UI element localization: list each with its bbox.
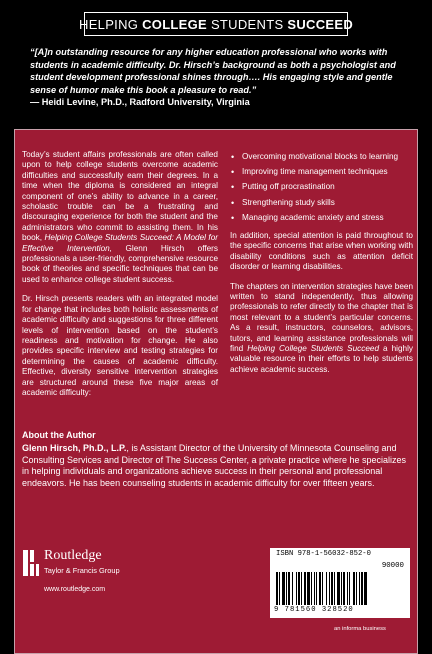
- barcode-bar: [347, 572, 348, 605]
- informa-tagline: an informa business: [334, 626, 386, 632]
- barcode-bar: [334, 572, 335, 605]
- barcode-bar: [361, 572, 363, 605]
- barcode-bar: [301, 572, 302, 605]
- description-paragraph-3: In addition, special attention is paid throughout to the specific concerns that arise when working with disability conditions such as attention deficit disorder or learning disabilities.: [230, 231, 413, 272]
- list-item: [230, 198, 413, 208]
- list-item: [230, 182, 413, 192]
- series-banner: [79, 12, 354, 36]
- barcode-bar: [356, 572, 357, 605]
- barcode-bar: [292, 572, 293, 605]
- endorsement-quote: “[A]n outstanding resource for any higher education professional who works with students in academic difficulty. Dr. Hirsch’s background as both a psychologist and student development professional shines through…. His engaging style and gentle sense of humor make this book a pleasure to read.”: [30, 47, 396, 95]
- description-paragraph-1: [22, 150, 218, 285]
- bullet-icon: •: [231, 197, 235, 208]
- barcode-bar: [343, 572, 345, 605]
- barcode-bar: [316, 572, 317, 605]
- bullet-icon: •: [231, 167, 235, 178]
- banner-word-helping: HELPING: [79, 16, 139, 32]
- barcode-bar: [326, 572, 327, 605]
- list-item-label: Strengthening study skills: [242, 197, 335, 207]
- barcode: [270, 548, 410, 618]
- barcode-bar: [314, 572, 315, 605]
- barcode-bar: [353, 572, 355, 605]
- publisher-name: Routledge: [44, 548, 102, 563]
- barcode-bar: [304, 572, 306, 605]
- author-name: Glenn Hirsch, Ph.D., L.P.: [22, 443, 127, 453]
- barcode-bar: [337, 572, 340, 605]
- paragraph-4-text: The chapters on intervention strategies have been written to stand independently, thus allowing professionals to refer directly to the chapter that is most relevant to a student’s particular concerns. As a result, instructors, counselors, advisors, tutors, and learning assistance professionals will find: [230, 281, 413, 354]
- bullet-icon: •: [231, 182, 235, 193]
- barcode-bar: [319, 572, 321, 605]
- about-author-text: [22, 443, 410, 489]
- description-column-right: [230, 150, 413, 384]
- barcode-bar: [276, 572, 278, 605]
- paragraph-1-text-end: Glenn Hirsch offers professionals a user-friendly, comprehensive resource book of theories and specific techniques that can be used to enhance college student success.: [22, 243, 218, 284]
- barcode-bars: [276, 572, 404, 605]
- routledge-logo-icon: [22, 548, 40, 578]
- barcode-bar: [282, 572, 285, 605]
- price-code: 90000: [381, 562, 404, 570]
- banner-word-college: COLLEGE: [142, 16, 208, 32]
- barcode-bar: [298, 572, 300, 605]
- ean-number: 9 781560 328520: [274, 606, 354, 614]
- list-item: [230, 213, 413, 223]
- description-paragraph-4: [230, 282, 413, 376]
- author-bio: , is Assistant Director of the University of Minnesota Counseling and Consulting Services and Director of The Success Center, a private practice where he specializes in helping individuals and organizations achieve success in their personal and professional endeavors. He has been counseling students in academic difficulty for over fifteen years.: [22, 443, 407, 488]
- barcode-bar: [341, 572, 342, 605]
- publisher-website[interactable]: www.routledge.com: [44, 586, 106, 593]
- bullet-icon: •: [231, 212, 235, 223]
- list-item-label: Overcoming motivational blocks to learning: [242, 152, 399, 161]
- barcode-bar: [349, 572, 350, 605]
- book-title-italic: Helping College Students Succeed: [247, 344, 380, 354]
- barcode-bar: [311, 572, 312, 605]
- barcode-bar: [279, 572, 280, 605]
- list-item: [230, 167, 413, 177]
- banner-word-students: STUDENTS: [210, 16, 284, 32]
- list-item-label: Improving time management techniques: [242, 167, 388, 177]
- paragraph-4-text-end: a highly valuable resource in their efforts to help students achieve academic success.: [230, 344, 414, 374]
- description-paragraph-2: Dr. Hirsch presents readers with an integrated model for change that includes both holistic assessments of academic difficulty and suggestions for three different levels of intervention based on the student’s readiness and motivation for change. He also provides specific interview and testing strategies for determining the causes of academic difficulty. Effective, diversity sensitive intervention strategies are structured around these five major areas of academic difficulty:: [22, 294, 218, 397]
- isbn-text: ISBN 978-1-56032-852-0: [276, 550, 371, 558]
- list-item-label: Putting off procrastination: [242, 182, 335, 192]
- barcode-bar: [307, 572, 310, 605]
- description-column-left: [22, 150, 218, 407]
- difficulty-areas-list: [230, 152, 413, 223]
- endorsement-attribution: — Heidi Levine, Ph.D., Radford University, Virginia: [30, 97, 250, 107]
- list-item: [230, 152, 413, 162]
- barcode-bar: [359, 572, 360, 605]
- barcode-bar: [331, 572, 333, 605]
- publisher-imprint: Taylor & Francis Group: [44, 566, 120, 575]
- barcode-bar: [364, 572, 367, 605]
- bullet-icon: •: [231, 152, 235, 162]
- paragraph-1-text: Today’s student affairs professionals are often called upon to help college students overcome academic difficulties and successfully earn their degrees. In a time when the diploma is considered an integral component of one’s ability to advance in a career, scholastic trouble can be a frustrating and discouraging experience for both the student and the administrators who commit to assisting them. In his book,: [22, 150, 218, 243]
- barcode-bar: [296, 572, 297, 605]
- list-item-label: Managing academic anxiety and stress: [242, 212, 384, 222]
- about-author-heading: About the Author: [22, 430, 96, 440]
- barcode-bar: [329, 572, 330, 605]
- barcode-bar: [286, 572, 287, 605]
- book-title-italic: Helping College Students Succeed: A Model for Effective Intervention,: [22, 233, 218, 253]
- banner-word-succeed: SUCCEED: [287, 16, 354, 32]
- barcode-bar: [322, 572, 323, 605]
- barcode-bar: [288, 572, 290, 605]
